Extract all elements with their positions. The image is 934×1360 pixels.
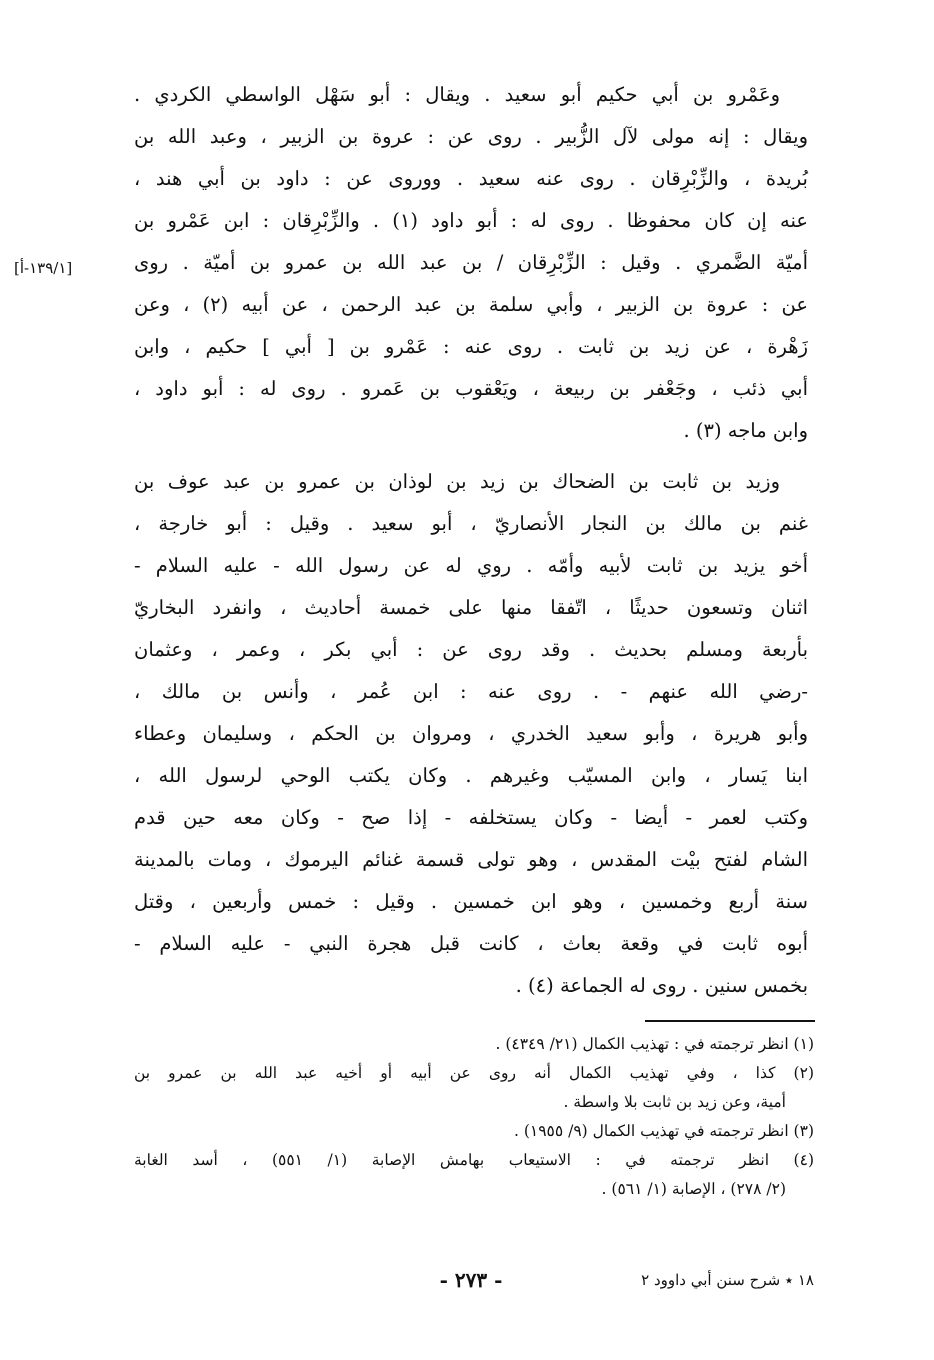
text-line: بخمس سنين . روى له الجماعة (٤) .: [515, 974, 808, 997]
footnote-4: (٤) انظر ترجمته في : الاستيعاب بهامش الإصابة (١/ ٥٥١) ، أسد الغابة: [134, 1151, 814, 1169]
footnote-2-continued: أمية، وعن زيد بن ثابت بلا واسطة .: [563, 1093, 786, 1111]
text-line: ابنا يَسار ، وابن المسيّب وغيرهم . وكان يكتب الوحي لرسول الله ،: [134, 764, 808, 787]
text-line: اثنان وتسعون حديثًا ، اتّفقا منها على خمسة أحاديث ، وانفرد البخاريّ: [134, 596, 808, 619]
text-line: أبوه ثابت في وقعة بعاث ، كانت قبل هجرة النبي - عليه السلام -: [134, 932, 808, 955]
text-line: ويقال : إنه مولى لآل الزُّبير . روى عن : عروة بن الزبير ، وعبد الله بن: [134, 125, 808, 148]
text-line: وابن ماجه (٣) .: [683, 419, 808, 442]
footnote-2: (٢) كذا ، وفي تهذيب الكمال أنه روى عن أبيه أو أخيه عبد الله بن عمرو بن: [134, 1064, 814, 1082]
text-line: -رضي الله عنهم - . روى عنه : ابن عُمر ، وأنس بن مالك ،: [134, 680, 808, 703]
footnote-separator: [645, 1020, 815, 1022]
text-line: بأربعة ومسلم بحديث . وقد روى عن : أبي بكر ، وعمر ، وعثمان: [134, 638, 808, 661]
page-number: - ٢٧٣ -: [439, 1268, 503, 1292]
text-line: وعَمْرو بن أبي حكيم أبو سعيد . ويقال : أبو سَهْل الواسطي الكردي .: [134, 83, 780, 106]
text-line: الشام لفتح بيْت المقدس ، وهو تولى قسمة غنائم اليرموك ، ومات بالمدينة: [134, 848, 808, 871]
paragraph-amr-ibn-abi-hakim: [134, 74, 808, 452]
text-line: غنم بن مالك بن النجار الأنصاريّ ، أبو سعيد . وقيل : أبو خارجة ،: [134, 512, 808, 535]
text-line: زَهْرة ، عن زيد بن ثابت . روى عنه : عَمْرو بن [ أبي ] حكيم ، وابن: [134, 335, 808, 358]
footnote-3: (٣) انظر ترجمته في تهذيب الكمال (٩/ ١٩٥٥) .: [513, 1122, 814, 1140]
text-line: بُريدة ، والزِّبْرِقان . روى عنه سعيد . ووروى عن : داود بن أبي هند ،: [134, 167, 808, 190]
text-line: أميّة الضَّمري . وقيل : الزِّبْرِقان / بن عبد الله بن عمرو بن أميّة . روى: [134, 251, 808, 274]
running-footer-title: ١٨ ٭ شرح سنن أبي داوود ٢: [641, 1271, 814, 1289]
text-line: أخو يزيد بن ثابت لأبيه وأمّه . روي له عن رسول الله - عليه السلام -: [134, 554, 808, 577]
footnotes: [134, 1030, 814, 1204]
footnote-1: (١) انظر ترجمته في : تهذيب الكمال (٢١/ ٤٣٤٩) .: [495, 1035, 814, 1053]
text-line: سنة أربع وخمسين ، وهو ابن خمسين . وقيل : خمس وأربعين ، وقتل: [134, 890, 808, 913]
footnote-4-continued: (٢/ ٢٧٨) ، الإصابة (١/ ٥٦١) .: [601, 1180, 786, 1198]
paragraph-zayd-ibn-thabit: [134, 461, 808, 1007]
text-line: عنه إن كان محفوظا . روى له : أبو داود (١) . والزِّبْرِقان : ابن عَمْرو بن: [134, 209, 808, 232]
text-line: وأبو هريرة ، وأبو سعيد الخدري ، ومروان بن الحكم ، وسليمان وعطاء: [134, 722, 808, 745]
manuscript-folio-reference: [١٣٩/١-أ]: [14, 259, 73, 277]
text-line: عن : عروة بن الزبير ، وأبي سلمة بن عبد الرحمن ، عن أبيه (٢) ، وعن: [134, 293, 808, 316]
text-line: وزيد بن ثابت بن الضحاك بن زيد بن لوذان بن عمرو بن عبد عوف بن: [134, 470, 780, 493]
text-line: وكتب لعمر - أيضا - وكان يستخلفه - إذا صح - وكان معه حين قدم: [134, 806, 808, 829]
text-line: أبي ذئب ، وجَعْفر بن ربيعة ، ويَعْقوب بن عَمرو . روى له : أبو داود ،: [134, 377, 808, 400]
